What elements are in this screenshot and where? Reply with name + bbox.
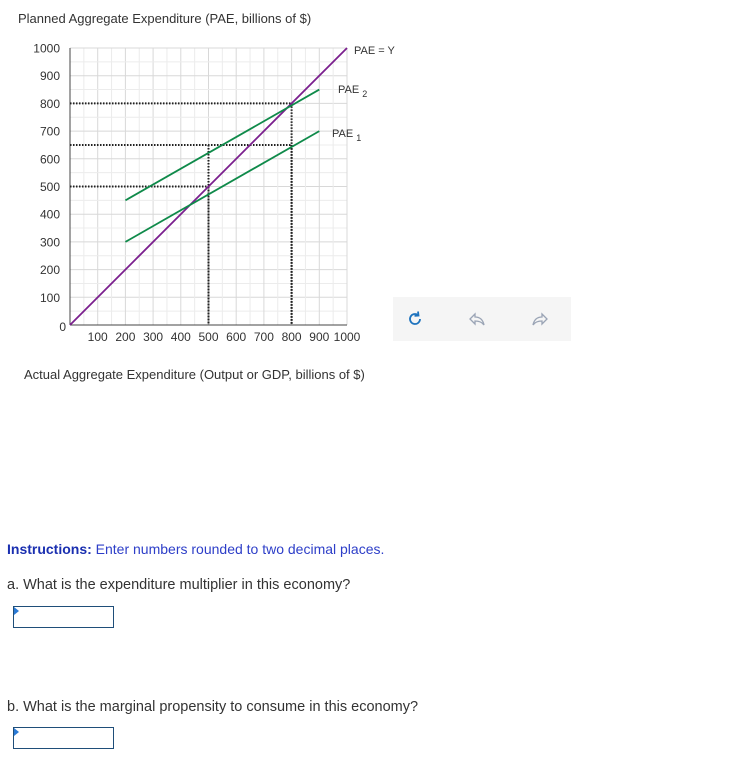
question-a: a. What is the expenditure multiplier in this economy? (7, 577, 351, 593)
y-tick-label: 700 (39, 124, 60, 139)
instructions (7, 541, 384, 557)
answer-marker-icon (14, 607, 19, 615)
graph-toolbar (393, 297, 571, 341)
x-tick-label: 200 (115, 330, 136, 344)
answer-marker-icon (14, 728, 19, 736)
y-tick-label: 500 (39, 180, 60, 194)
x-axis-label: Actual Aggregate Expenditure (Output or GDP, billions of $) (24, 367, 365, 382)
y-tick-label: 300 (39, 235, 60, 250)
question-b: b. What is the marginal propensity to consume in this economy? (7, 699, 419, 715)
x-tick-label: 300 (143, 330, 164, 344)
redo-button[interactable] (526, 305, 554, 333)
reset-button[interactable] (401, 305, 429, 333)
reset-icon (405, 309, 425, 329)
redo-icon (530, 309, 550, 329)
y-tick-label: 400 (39, 207, 60, 222)
chart-title: Planned Aggregate Expenditure (PAE, billions of $) (18, 11, 312, 26)
series-label-subscript: 1 (356, 133, 362, 143)
series-label-subscript: 2 (362, 89, 368, 99)
x-tick-label: 400 (170, 330, 191, 344)
y-tick-label: 200 (39, 263, 60, 278)
answer-b-input[interactable] (14, 728, 113, 748)
answer-a-box (13, 606, 114, 628)
y-tick-label: 900 (39, 69, 60, 84)
undo-icon (467, 309, 487, 329)
answer-a-input[interactable] (14, 607, 113, 627)
series-label: PAE $_1$ (332, 128, 362, 143)
undo-button[interactable] (463, 305, 491, 333)
series-label: PAE = Y (354, 45, 395, 57)
y-tick-label: 100 (39, 290, 60, 305)
x-tick-label: 100 (87, 330, 108, 344)
x-tick-label: 500 (198, 330, 219, 344)
answer-b-box (13, 727, 114, 749)
series-label: PAE $_2$ (338, 84, 368, 99)
y-tick-label: 1000 (33, 41, 60, 56)
instructions-text: Enter numbers rounded to two decimal places. (91, 541, 385, 557)
x-tick-label: 800 (281, 330, 302, 344)
x-tick-label: 900 (309, 330, 330, 344)
y-tick-label: 800 (39, 96, 60, 111)
x-tick-label: 700 (253, 330, 274, 344)
x-tick-label: 1000 (333, 330, 361, 344)
instructions-label: Instructions: (7, 541, 92, 557)
origin-label: 0 (59, 320, 66, 334)
x-tick-label: 600 (226, 330, 247, 344)
y-tick-label: 600 (39, 152, 60, 167)
